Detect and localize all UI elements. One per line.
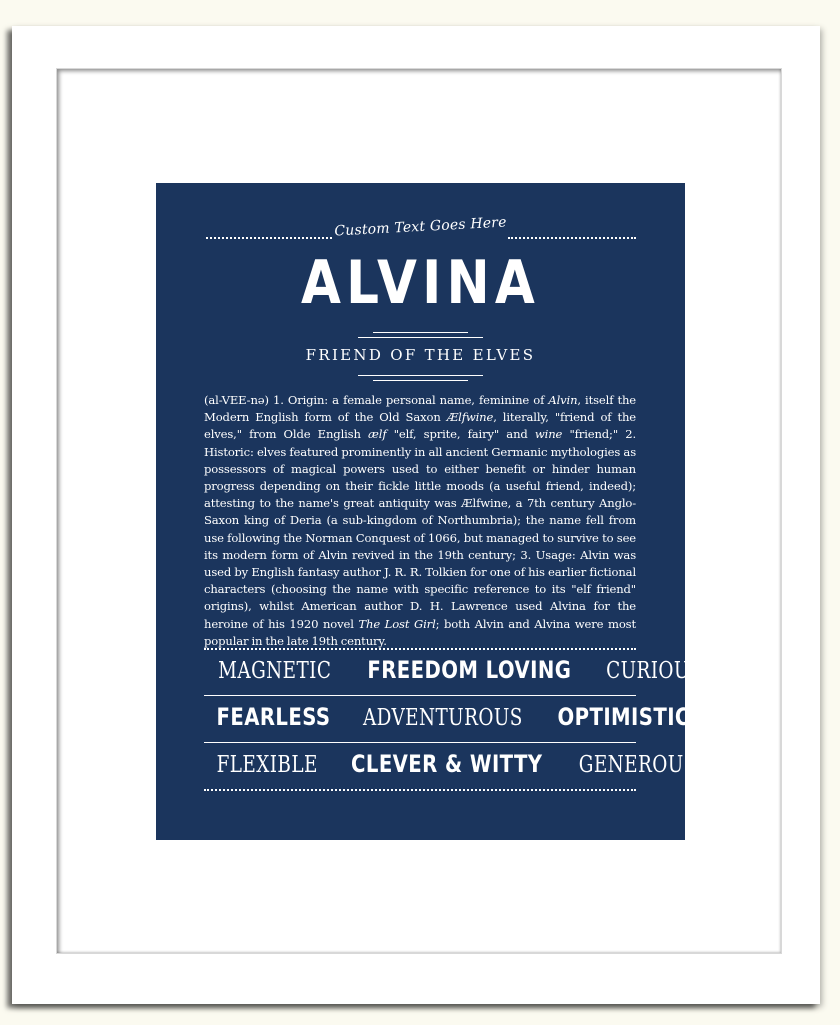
meaning-top-rule-1 [373,332,468,333]
definition-text: (al-VEE-nə) 1. Origin: a female personal name, feminine of [204,393,549,407]
definition-italic-text: ælf [368,427,387,442]
trait-word: FREEDOM LOVING [367,656,572,684]
meaning-top-rule-2 [358,337,483,338]
trait-word: OPTIMISTIC [557,703,690,731]
definition-text: "elf, sprite, fairy" and [386,427,535,442]
top-right-dotted-divider [508,237,636,239]
definition-text: ; both Alvin and Alvina were most popular in the late 19th century. [204,616,636,648]
meaning-bottom-rule-1 [358,375,483,376]
traits-rule-1 [204,695,636,696]
definition-text: "friend;" 2. Historic: elves featured prominently in all ancient Germanic mythologies as possessors of magical powers used to either benefit or hinder human progress depending on their fickle little moods (a useful friend, indeed); attesting to the name's great antiquity was Ælfwine, a 7th century Anglo-Saxon king of Deria (a sub-kingdom of Northumbria); the name fell from use following the Norman Conquest of 1066, but managed to survive to see its modern form of Alvin revived in the 19th century; 3. Usage: Alvin was used by English fantasy author J. R. R. Tolkien for one of his earlier fictional characters (choosing the name with specific reference to its "elf friend" origins), whilst American author D. H. Lawrence used Alvina for the heroine of his 1920 novel [204,427,636,631]
definition-italic-text: The Lost Girl [358,616,436,631]
name-meaning: FRIEND OF THE ELVES [305,346,536,364]
traits-rule-2 [204,742,636,743]
trait-row-2 [204,703,690,731]
definition-italic-text: Ælfwine [446,410,494,425]
meaning-bottom-rule-2 [373,380,468,381]
trait-word: CURIOUS [606,658,704,684]
trait-word: CLEVER & WITTY [351,750,543,778]
name-title: ALVINA [301,248,540,318]
name-definition [204,392,636,650]
trait-row-3 [204,750,697,778]
trait-row-1 [204,656,704,684]
definition-italic-text: Alvin [548,393,578,407]
name-poster [156,183,704,840]
traits-bottom-dotted-divider [204,789,636,791]
trait-word: ADVENTUROUS [363,705,523,731]
custom-text: Custom Text Goes Here [333,214,508,240]
traits-top-dotted-divider [204,648,636,650]
definition-text: , literally, "friend of the elves," from Olde English [204,410,636,442]
trait-word: GENEROUS [578,752,697,778]
definition-italic-text: wine [534,427,563,442]
trait-word: MAGNETIC [218,658,332,684]
trait-word: FEARLESS [216,703,331,731]
definition-text: , itself the Modern English form of the Old Saxon [204,393,636,425]
trait-word: FLEXIBLE [216,752,318,778]
